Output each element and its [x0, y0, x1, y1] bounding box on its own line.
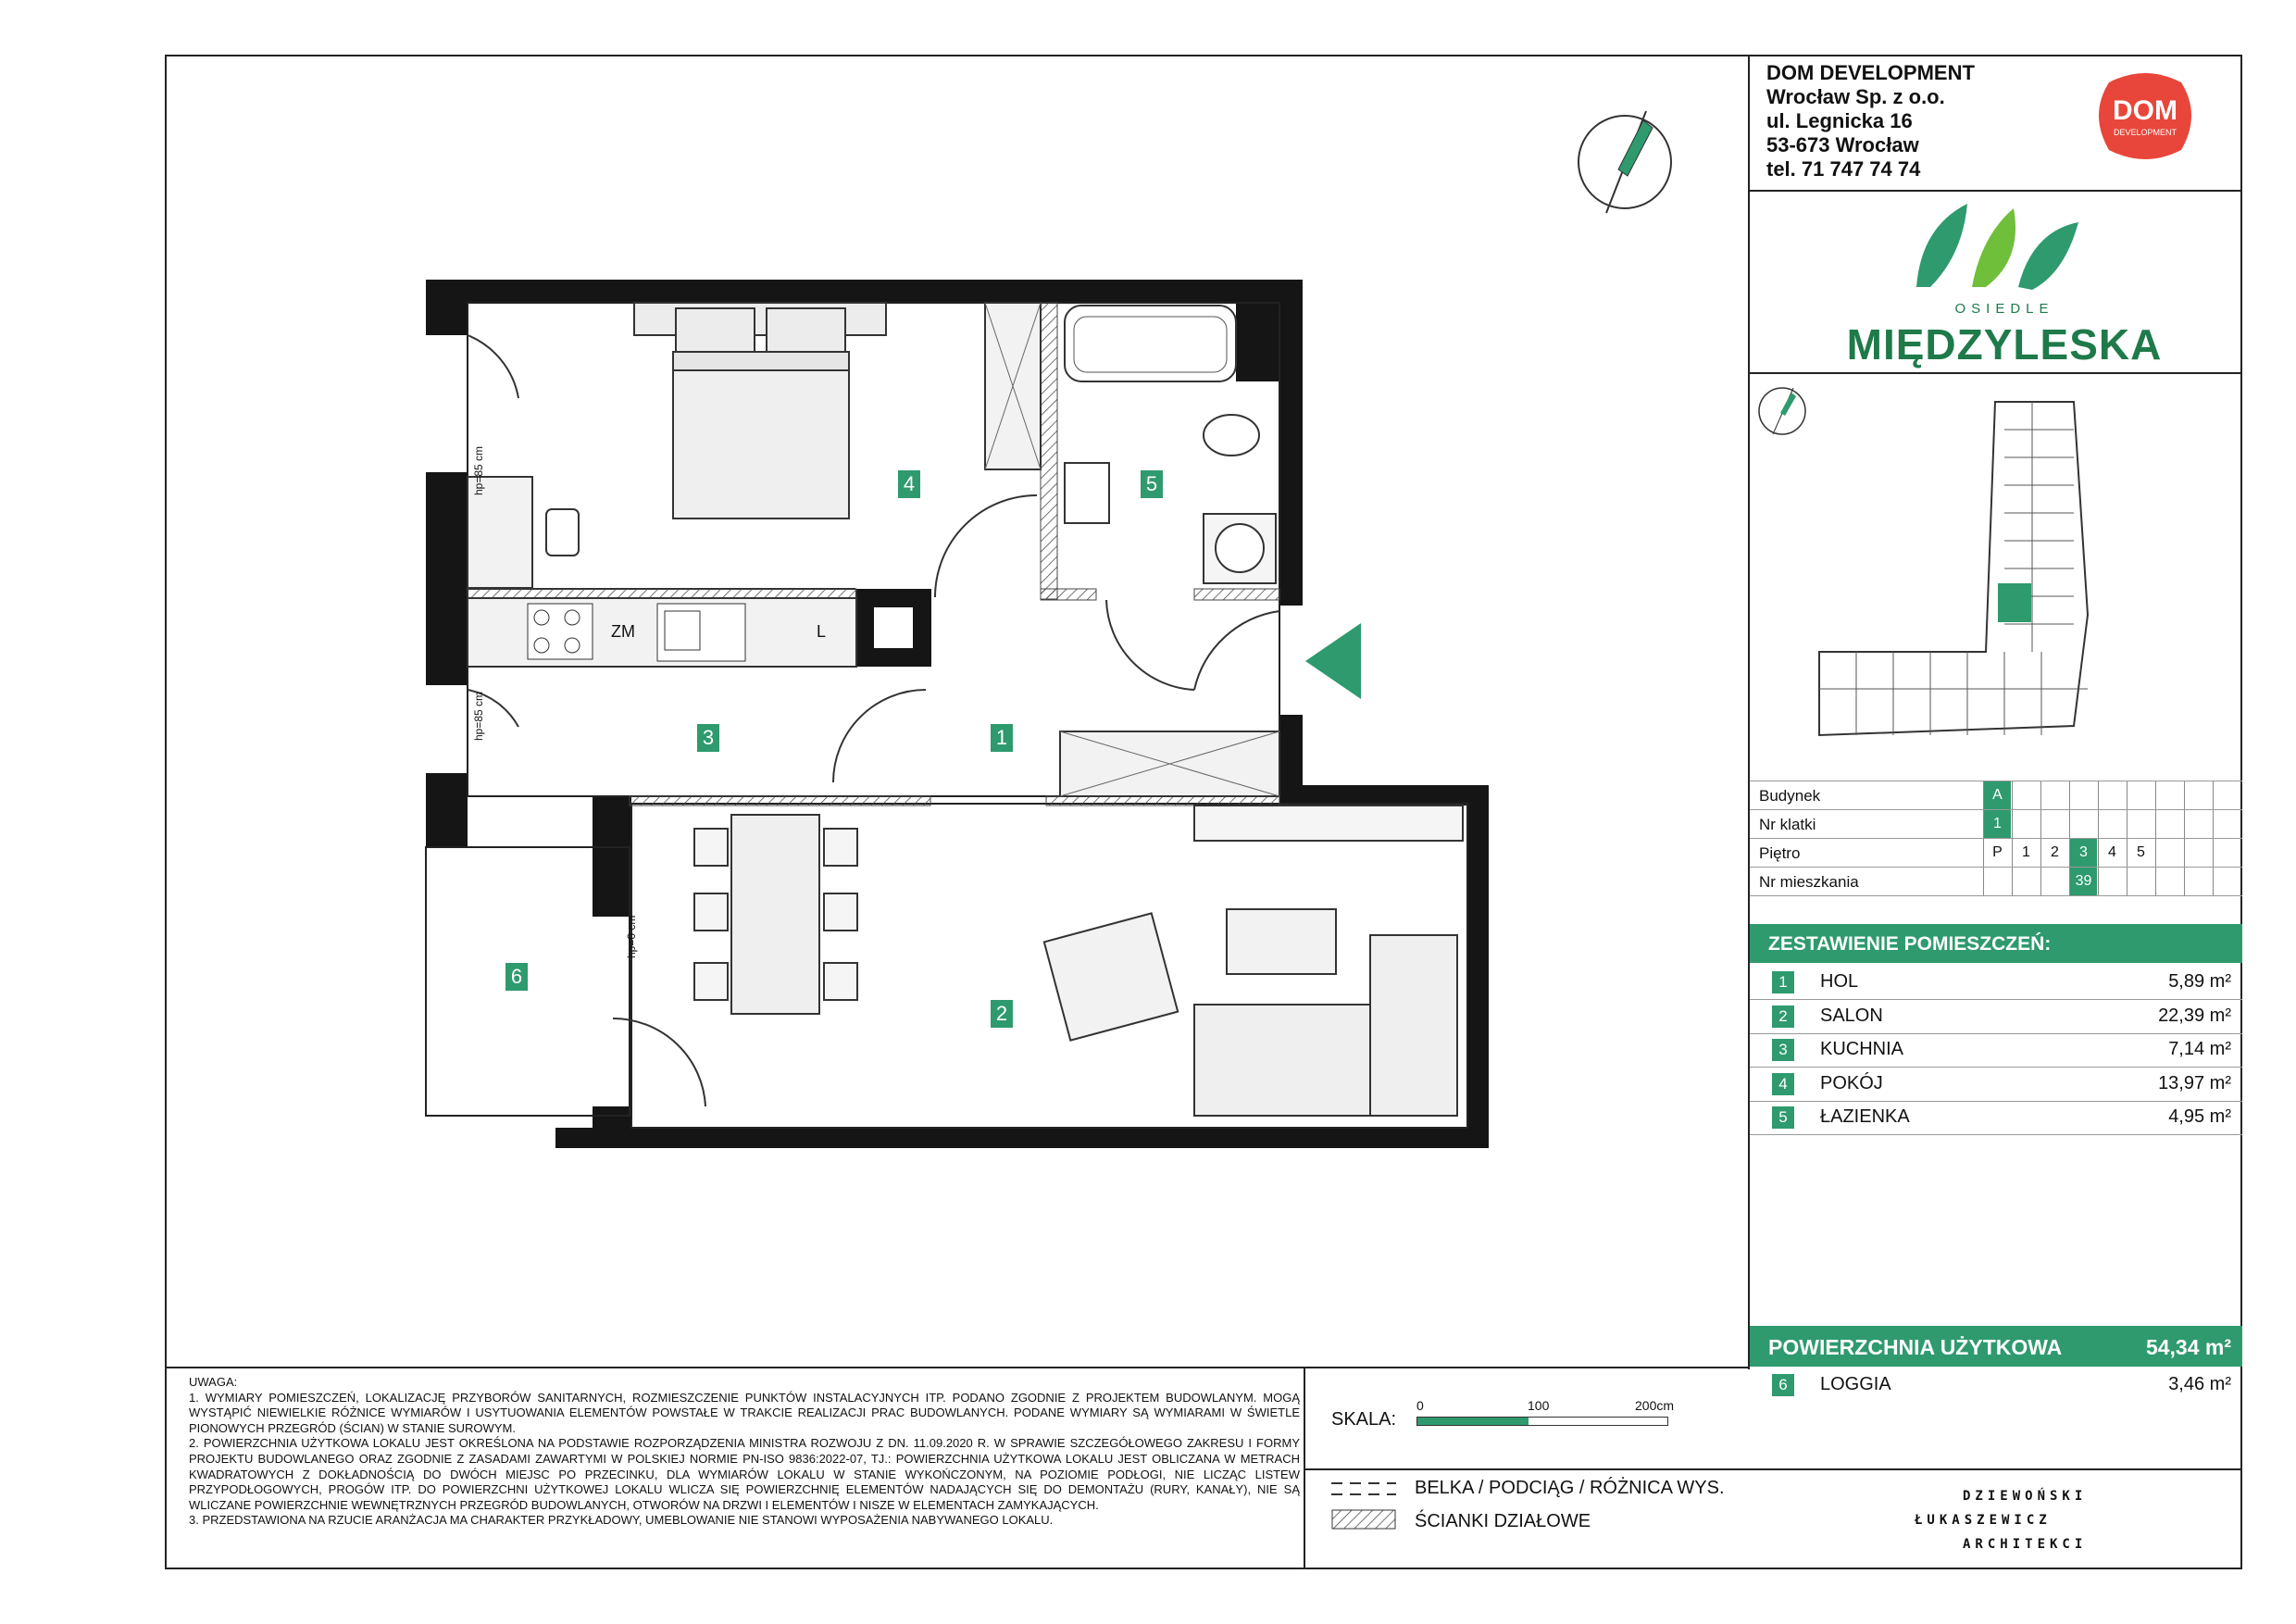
- scale-tick-200: 200cm: [1635, 1398, 1675, 1413]
- architects-mark: DZIEWOŃSKI ŁUKASZEWICZ ARCHITEKCI: [1915, 1489, 2088, 1552]
- info-cell: [2040, 781, 2068, 809]
- room-name: POKÓJ: [1820, 1072, 1883, 1093]
- room-row: [1750, 1101, 2242, 1135]
- room-name: KUCHNIA: [1820, 1039, 1904, 1059]
- info-cell: [2184, 810, 2212, 838]
- info-cell: [2127, 781, 2154, 809]
- info-cell: P: [1983, 839, 2011, 867]
- room-number-4: 4: [898, 470, 920, 498]
- info-cell: 4: [2098, 839, 2126, 867]
- info-cell: [2155, 868, 2183, 895]
- info-cell: [2213, 781, 2240, 809]
- info-row-label: Piętro: [1759, 844, 1801, 862]
- info-cell: [2155, 810, 2183, 838]
- info-cell: 1: [2012, 839, 2040, 867]
- scale-tick-100: 100: [1528, 1398, 1550, 1413]
- partition-legend-icon: [1331, 1509, 1396, 1530]
- floor-plan: [167, 56, 1750, 1367]
- notes-block: UWAGA: 1. WYMIARY POMIESZCZEŃ, LOKALIZACJĘ PRZYBORÓW SANITARNYCH, ROZMIESZCZENIE PUNKTÓW INSTALACYJNYCH ITP. PODANO ZGODNIE Z PROJEKTEM BUDOWLANYM. MOGĄ WYSTĄPIĆ NIEWIELKIE RÓŻNICE WYMIARÓW I USYTUOWANIA ELEMENTÓW POWSTAŁE W TRAKCIE REALIZACJI PRAC BUDOWLANYCH. PODANE WYMIARY SĄ WYMIARAMI W ŚWIETLE PIONOWYCH PRZEGRÓD (ŚCIAN) W STANIE SUROWYM. 2. POWIERZCHNIA UŻYTKOWA LOKALU JEST OKREŚLONA NA PODSTAWIE ROZPORZĄDZENIA MINISTRA ROZWOJU Z DN. 11.09.2020 R. W SPRAWIE SZCZEGÓŁOWEGO ZAKRESU I FORMY PROJEKTU BUDOWLANEGO ORAZ ZGODNIE Z ZASADAMI ZAWARTYMI W POLSKIEJ NORMIE PN-ISO 9836:2022-07, TJ.: POWIERZCHNIA UŻYTKOWA LOKALU JEST OBLICZANA W METRACH KWADRATOWYCH Z DOKŁADNOŚCIĄ DO DWÓCH MIEJSC PO PRZECINKU, DLA WYMIARÓW LOKALU W STANIE WYKOŃCZONYM, NA POZIOMIE PODŁOGI, NIE LICZĄC LISTEW PRZYPODŁOGOWYCH, PROGÓW ITP. DO POWIERZCHNI UŻYTKOWEJ LOKALU WLICZA SIĘ POWIERZCHNIĘ ELEMENTÓW NADAJĄCYCH SIĘ DO DEMONTAŻU (RURY, KANAŁY), NIE SĄ WLICZANE POWIERZCHNIE WEWNĘTRZNYCH PRZEGRÓD BUDOWLANYCH, OTWORÓW NA DRZWI I ELEMENTÓW I NISZE W ELEMENTACH ZAMYKAJĄCYCH. 3. PRZEDSTAWIONA NA RZUCIE ARANŻACJA MA CHARAKTER PRZYKŁADOWY, UMEBLOWANIE NIE STANOWI WYPOSAŻENIA NABYWANEGO LOKALU.: [189, 1375, 1300, 1528]
- room-number-2: 2: [991, 1000, 1013, 1028]
- building-key-plan: [1754, 374, 2240, 781]
- info-row: [1750, 809, 2242, 838]
- info-cell: A: [1983, 781, 2011, 809]
- info-cell: 3: [2069, 839, 2097, 867]
- info-cell: [2213, 810, 2240, 838]
- info-row-label: Nr klatki: [1759, 816, 1816, 833]
- info-cell: [2184, 781, 2212, 809]
- info-cell: [2184, 868, 2212, 895]
- info-cell: [2155, 839, 2183, 867]
- partition-legend-label: ŚCIANKI DZIAŁOWE: [1415, 1511, 1591, 1531]
- room-number: 1: [1772, 971, 1794, 993]
- rooms-summary-header: ZESTAWIENIE POMIESZCZEŃ:: [1750, 924, 2242, 963]
- info-cell: [2040, 810, 2068, 838]
- legend-divider: [1304, 1468, 1750, 1470]
- info-row-label: Budynek: [1759, 787, 1821, 805]
- notes-divider: [165, 1367, 1750, 1368]
- beam-legend-icon: [1331, 1480, 1396, 1498]
- room-number: 3: [1772, 1039, 1794, 1061]
- info-cell: [1983, 868, 2011, 895]
- room-number-1: 1: [991, 724, 1013, 752]
- room-name: ŁAZIENKA: [1820, 1106, 1910, 1127]
- room-area: 22,39 m²: [2158, 1005, 2231, 1026]
- info-cell: [2098, 810, 2126, 838]
- sill-height-label: hp=85 cm: [472, 691, 485, 741]
- room-number: 2: [1772, 1006, 1794, 1028]
- info-cell: [2127, 810, 2154, 838]
- info-cell: [2127, 868, 2154, 895]
- fridge-freezer-label: ZM: [611, 622, 635, 641]
- info-cell: 39: [2069, 868, 2097, 895]
- info-row-label: Nr mieszkania: [1759, 873, 1859, 891]
- dom-development-logo: [2090, 69, 2200, 165]
- room-number-6: 6: [505, 963, 528, 991]
- panel-rule-3: [1748, 1468, 2242, 1470]
- brand-logo: OSIEDLE MIĘDZYLESKA: [1842, 190, 2166, 375]
- info-cell: [2040, 868, 2068, 895]
- room-row: [1750, 1068, 2242, 1102]
- leaf-icon: [1842, 190, 2166, 301]
- scale-label: SKALA:: [1331, 1409, 1397, 1430]
- sill-height-label: hp=0 cm: [625, 915, 638, 958]
- room-row: [1750, 966, 2242, 1000]
- company-address: DOM DEVELOPMENT Wrocław Sp. z o.o. ul. Legnicka 16 53-673 Wrocław tel. 71 747 74 74: [1766, 61, 1975, 181]
- room-area: 4,95 m²: [2168, 1106, 2231, 1127]
- room-number: 4: [1772, 1073, 1794, 1095]
- room-number-3: 3: [697, 724, 719, 752]
- info-row: [1750, 781, 2242, 809]
- info-cell: [2155, 781, 2183, 809]
- room-number-5: 5: [1141, 470, 1163, 498]
- room-name: SALON: [1820, 1005, 1883, 1026]
- svg-text:DOM: DOM: [2113, 95, 2177, 126]
- svg-text:DEVELOPMENT: DEVELOPMENT: [2113, 128, 2177, 137]
- info-cell: [2213, 839, 2240, 867]
- room-name: HOL: [1820, 971, 1859, 992]
- info-cell: [2012, 868, 2040, 895]
- room-area: 13,97 m²: [2158, 1072, 2231, 1093]
- info-cell: [2069, 781, 2097, 809]
- beam-legend-label: BELKA / PODCIĄG / RÓŻNICA WYS.: [1415, 1478, 1725, 1498]
- info-row: [1750, 838, 2242, 867]
- scale-bar: [1416, 1417, 1668, 1426]
- room-row: [1750, 1000, 2242, 1034]
- info-row: [1750, 867, 2242, 896]
- info-cell: [2213, 868, 2240, 895]
- info-cell: [2184, 839, 2212, 867]
- compass: [1578, 111, 1671, 213]
- info-cell: [2098, 868, 2126, 895]
- info-cell: 2: [2040, 839, 2068, 867]
- sill-height-label: hp=85 cm: [472, 445, 485, 495]
- dishwasher-label: L: [817, 622, 827, 641]
- scale-tick-0: 0: [1416, 1398, 1424, 1413]
- usable-area-total: POWIERZCHNIA UŻYTKOWA 54,34 m²: [1750, 1326, 2242, 1367]
- info-cell: [2012, 781, 2040, 809]
- room-row: [1750, 1033, 2242, 1068]
- info-cell: [2098, 781, 2126, 809]
- room-area: 7,14 m²: [2168, 1039, 2231, 1059]
- info-cell: [2069, 810, 2097, 838]
- loggia-row: 6 LOGGIA 3,46 m²: [1750, 1368, 2242, 1402]
- room-area: 5,89 m²: [2168, 971, 2231, 992]
- room-number: 5: [1772, 1106, 1794, 1129]
- info-cell: 5: [2127, 839, 2154, 867]
- info-cell: 1: [1983, 810, 2011, 838]
- info-cell: [2012, 810, 2040, 838]
